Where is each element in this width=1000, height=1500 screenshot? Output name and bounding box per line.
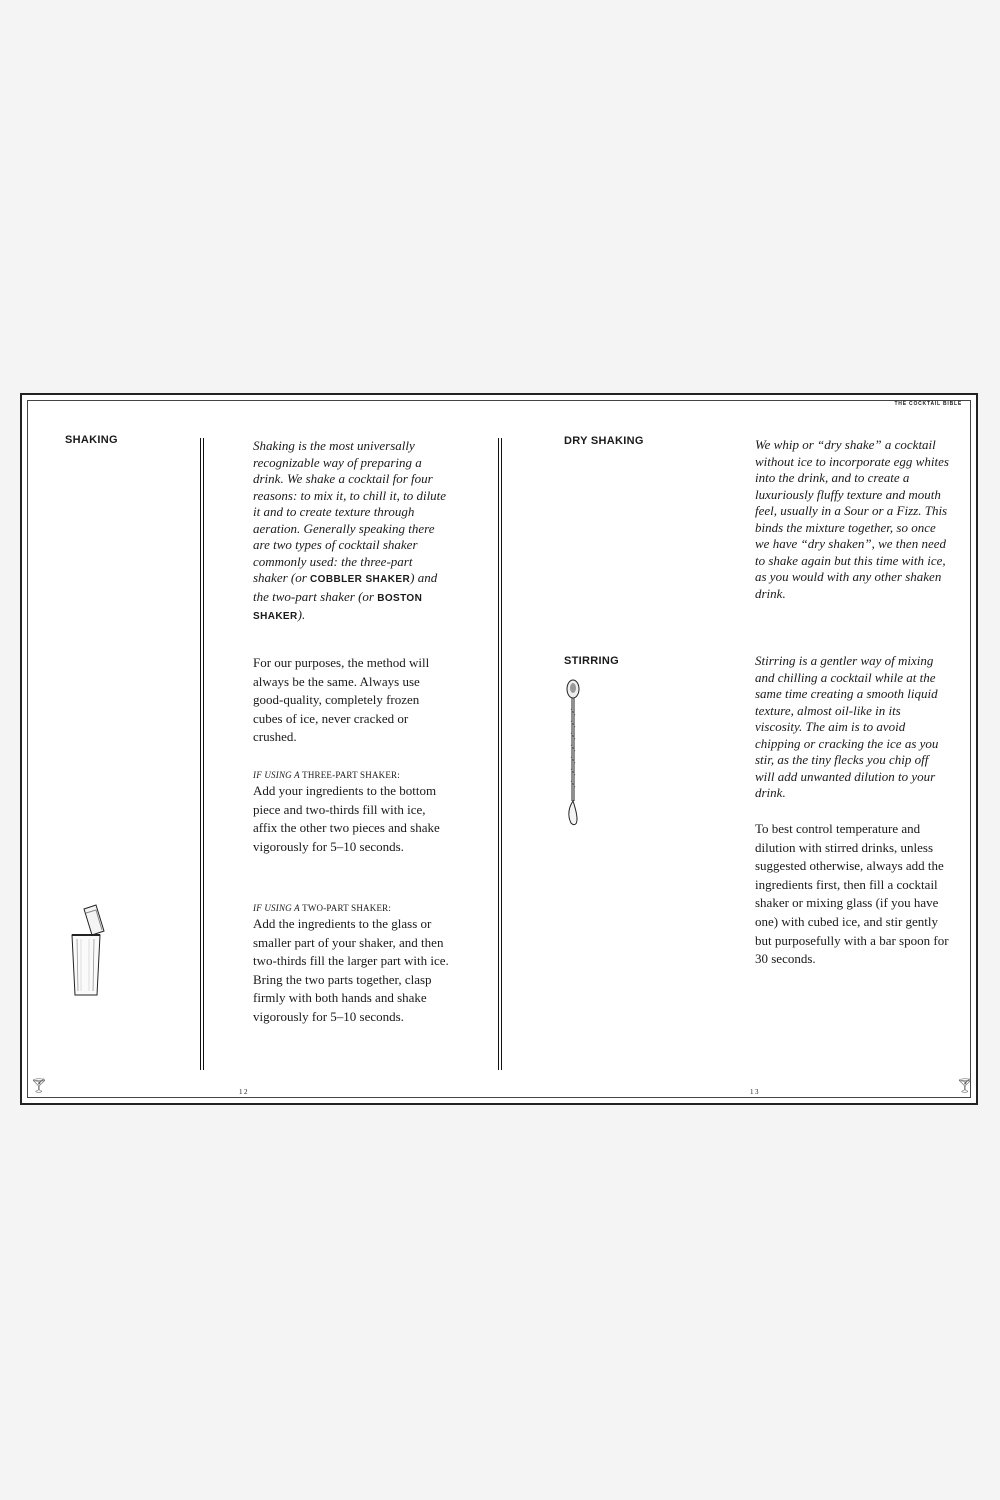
three-part-lead: IF USING A THREE-PART SHAKER: xyxy=(253,770,400,780)
bar-spoon-icon xyxy=(563,679,583,827)
two-part-section xyxy=(253,901,449,1027)
three-part-section xyxy=(253,768,449,856)
running-head: THE COCKTAIL BIBLE xyxy=(894,401,962,407)
dry-shaking-paragraph: We whip or “dry shake” a cocktail without ice to incorporate egg whites into the drink, and to create a luxuriously fluffy texture and mouth feel, usually in a Sour or a Fizz. This binds the mixture together, so once we have “dry shaken”, we then need to shake again but this time with ice, as you would with any other shaken drink. xyxy=(755,437,949,601)
column-rule-left xyxy=(200,438,204,1070)
heading-shaking: SHAKING xyxy=(65,434,118,446)
two-part-body: Add the ingredients to the glass or smaller part of your shaker, and then two-thirds fill the larger part with ice. Bring the two parts together, clasp firmly with both hands and shake vigorously for 5–10 seconds. xyxy=(253,916,449,1024)
book-spread xyxy=(20,393,978,1105)
page-number-left: 12 xyxy=(239,1088,249,1096)
method-paragraph: For our purposes, the method will always be the same. Always use good-quality, completely frozen cubes of ice, never cracked or crushed. xyxy=(253,655,430,745)
three-part-body: Add your ingredients to the bottom piece and two-thirds fill with ice, affix the other two pieces and shake vigorously for 5–10 seconds. xyxy=(253,783,440,854)
cocktail-shaker-icon xyxy=(66,905,108,997)
two-part-lead: IF USING A TWO-PART SHAKER: xyxy=(253,903,392,913)
gutter-rule xyxy=(498,438,502,1070)
cocktail-glass-icon: 🍸︎ xyxy=(956,1079,974,1094)
term-boston-shaker: BOSTON SHAKER xyxy=(253,592,423,622)
stirring-intro: Stirring is a gentler way of mixing and chilling a cocktail while at the same time creating a smooth liquid texture, almost oil-like in its viscosity. The aim is to avoid chipping or cracking the ice as you stir, as the tiny flecks you chip off will add unwanted dilution to your drink. xyxy=(755,653,939,800)
shaking-intro: Shaking is the most universally recognizable way of preparing a drink. We shake a cocktail for four reasons: to mix it, to chill it, to dilute it and to create texture through aeration. Generally speaking there are two types of cocktail shaker commonly used: the three-part shaker (or COBBLER SHAKER) and the two-part shaker (or BOSTON SHAKER). xyxy=(253,438,447,622)
cocktail-glass-icon: 🍸︎ xyxy=(30,1079,48,1094)
term-cobbler-shaker: COBBLER SHAKER xyxy=(310,574,411,585)
stirring-method: To best control temperature and dilution with stirred drinks, unless suggested otherwise, always add the ingredients first, then fill a cocktail shaker or mixing glass (if you have one) with cubed ice, and stir gently but purposefully with a bar spoon for 30 seconds. xyxy=(755,821,949,967)
page-number-right: 13 xyxy=(750,1088,760,1096)
heading-stirring: STIRRING xyxy=(564,655,619,667)
heading-dry-shaking: DRY SHAKING xyxy=(564,435,644,447)
